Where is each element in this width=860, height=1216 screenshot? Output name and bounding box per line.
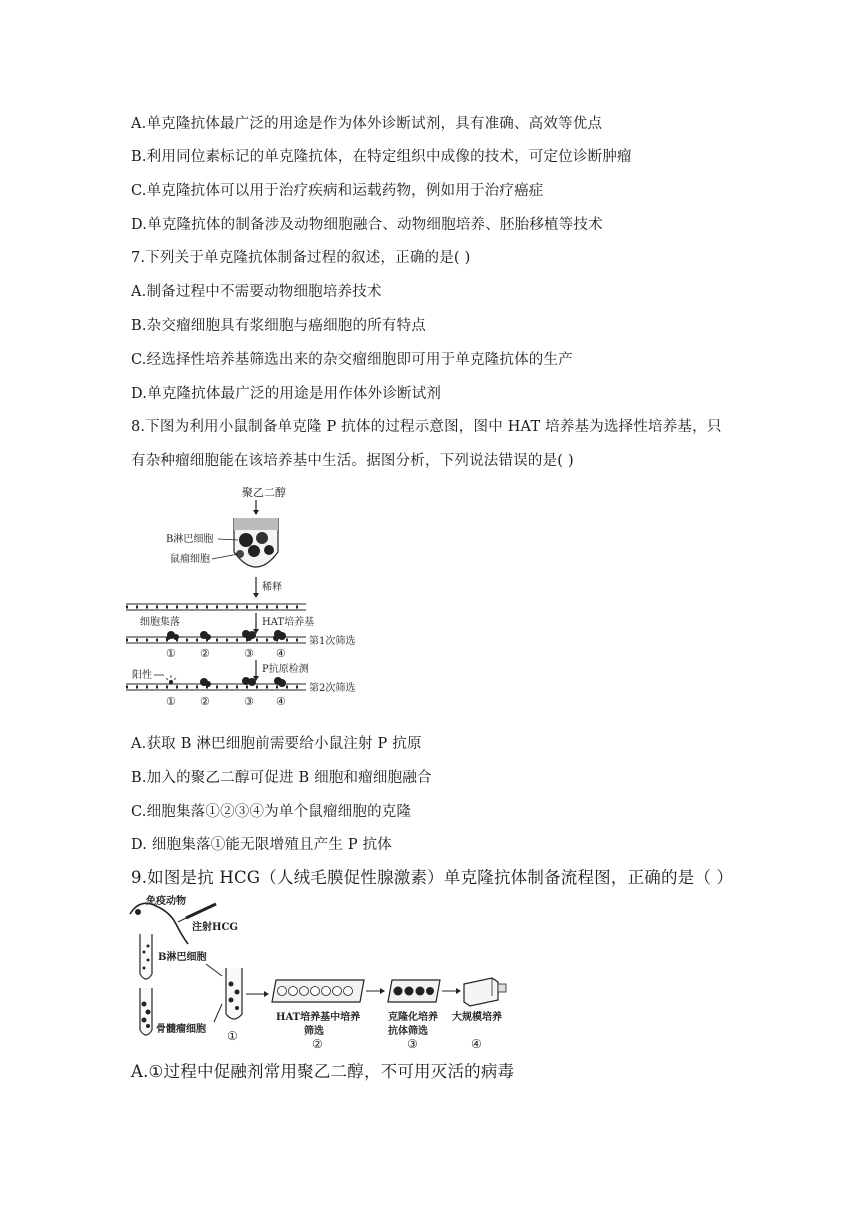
q9-option-a: A.①过程中促融剂常用聚乙二醇，不可用灭活的病毒 [131, 1062, 515, 1081]
q7-stem: 7.下列关于单克隆抗体制备过程的叙述，正确的是( ) [131, 250, 471, 266]
step-1: ① [227, 1029, 238, 1043]
q8-figure [126, 482, 376, 712]
colony-2b: ② [200, 695, 210, 708]
colony-1: ① [166, 647, 176, 660]
culture-flask-icon [464, 978, 506, 1006]
q8-option-d: D. 细胞集落①能无限增殖且产生 P 抗体 [131, 837, 393, 853]
q7-option-d: D.单克隆抗体最广泛的用途是用作体外诊断试剂 [131, 386, 442, 402]
colony-3: ③ [244, 647, 254, 660]
q9-figure [126, 892, 526, 1052]
immune-animal-label: 免疫动物 [146, 896, 186, 907]
q8-stem-line1: 8.下图为利用小鼠制备单克隆 P 抗体的过程示意图，图中 HAT 培养基为选择性培养基，只 [131, 419, 722, 435]
screen2-label: 第2次筛选 [309, 683, 356, 694]
q8-option-b: B.加入的聚乙二醇可促进 B 细胞和瘤细胞融合 [131, 770, 432, 786]
colony-label: 细胞集落 [140, 617, 180, 628]
fusion-tube [226, 968, 242, 1019]
q6-option-d: D.单克隆抗体的制备涉及动物细胞融合、动物细胞培养、胚胎移植等技术 [131, 217, 603, 233]
q8-stem-line2: 有杂种瘤细胞能在该培养基中生活。据图分析，下列说法错误的是( ) [131, 453, 574, 469]
colony-4: ④ [276, 647, 286, 660]
positive-label: 阳性 [132, 670, 152, 681]
b-cell-label: B淋巴细胞 [158, 952, 207, 963]
q7-option-a: A.制备过程中不需要动物细胞培养技术 [131, 284, 382, 300]
antigen-test-label: P抗原检测 [262, 664, 309, 675]
hat-plate [272, 980, 364, 1002]
inject-label: 注射HCG [192, 922, 238, 933]
q8-option-a: A.获取 B 淋巴细胞前需要给小鼠注射 P 抗原 [131, 736, 422, 752]
q7-option-b: B.杂交瘤细胞具有浆细胞与癌细胞的所有特点 [131, 318, 426, 334]
step-2: ② [312, 1037, 323, 1051]
hat-label: HAT培养基 [262, 617, 315, 628]
colony-3b: ③ [244, 695, 254, 708]
clone-label-1: 克隆化培养 [388, 1012, 438, 1023]
dilute-label: 稀释 [262, 582, 282, 593]
myeloma-label: 骨髓瘤细胞 [156, 1024, 206, 1035]
q9-stem: 9.如图是抗 HCG（人绒毛膜促性腺激素）单克隆抗体制备流程图，正确的是（ ） [131, 868, 734, 887]
q6-option-a: A.单克隆抗体最广泛的用途是作为体外诊断试剂，具有准确、高效等优点 [131, 116, 603, 132]
q7-option-c: C.经选择性培养基筛选出来的杂交瘤细胞即可用于单克隆抗体的生产 [131, 352, 573, 368]
b-cell-tube [140, 934, 152, 979]
q8-option-c: C.细胞集落①②③④为单个鼠瘤细胞的克隆 [131, 804, 412, 820]
large-scale-label: 大规模培养 [452, 1012, 502, 1023]
hat-label-2: 筛选 [304, 1026, 324, 1037]
clone-plate [388, 980, 440, 1002]
colony-1b: ① [166, 695, 176, 708]
colony-4b: ④ [276, 695, 286, 708]
colony-2: ② [200, 647, 210, 660]
hat-label-1: HAT培养基中培养 [276, 1012, 361, 1023]
peg-label: 聚乙二醇 [242, 486, 286, 499]
step-4: ④ [471, 1037, 482, 1051]
step-3: ③ [407, 1037, 418, 1051]
b-cell-label: B淋巴细胞 [166, 534, 214, 545]
tumor-cell-label: 鼠瘤细胞 [170, 554, 210, 565]
screen1-label: 第1次筛选 [309, 636, 356, 647]
clone-label-2: 抗体筛选 [388, 1026, 428, 1037]
q6-option-c: C.单克隆抗体可以用于治疗疾病和运载药物，例如用于治疗癌症 [131, 183, 544, 199]
q6-option-b: B.利用同位素标记的单克隆抗体，在特定组织中成像的技术，可定位诊断肿瘤 [131, 149, 632, 165]
